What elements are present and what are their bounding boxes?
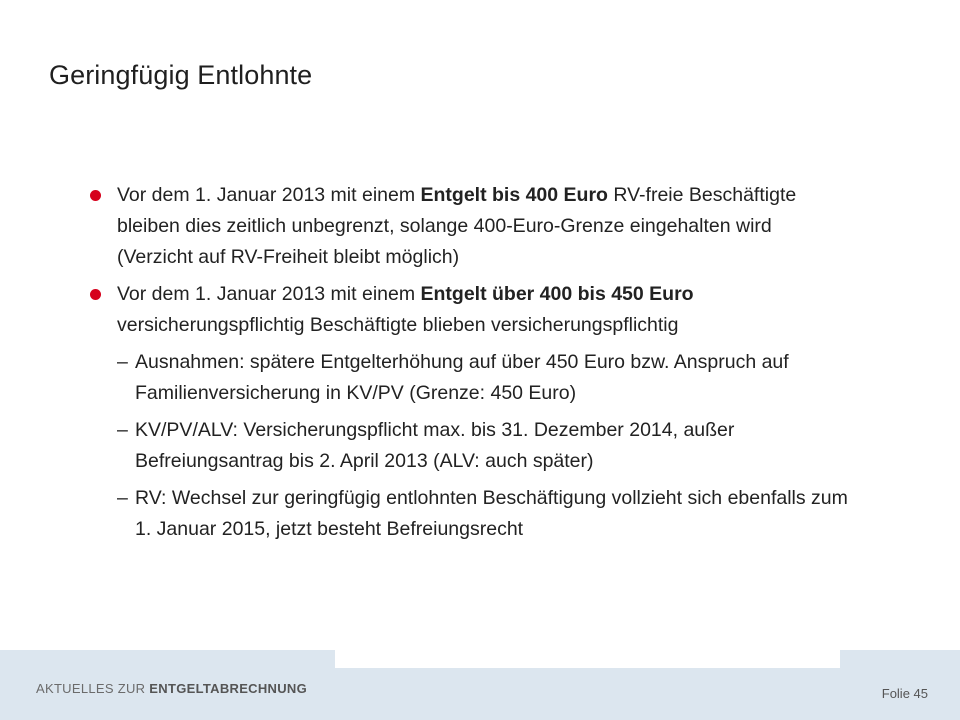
- bullet-text: [117, 180, 850, 273]
- bullet-text-bold: Entgelt über 400 bis 450 Euro: [420, 283, 694, 305]
- footer-brand-bold: ENTGELTABRECHNUNG: [149, 681, 308, 696]
- bullet-text-prefix: Vor dem 1. Januar 2013 mit einem: [117, 283, 421, 305]
- slide-number: Folie 45: [881, 686, 928, 701]
- sub-item: [90, 347, 850, 409]
- sub-item: [90, 415, 850, 477]
- sub-item-text: KV/PV/ALV: Versicherungspflicht max. bis 31. Dezember 2014, außer Befreiungsantrag bis 2. April 2013 (ALV: auch später): [135, 419, 735, 472]
- footer-brand-light: AKTUELLES ZUR: [36, 681, 150, 696]
- bullet-item: [90, 279, 850, 341]
- footer-cutout: [335, 650, 840, 668]
- bullet-dot-icon: [90, 289, 101, 300]
- sub-item: [90, 483, 850, 545]
- slide-content: [90, 180, 850, 545]
- bullet-text-suffix: versicherungspflichtig Beschäftigte blieben versicherungspflichtig: [117, 314, 679, 336]
- bullet-text-suffix: RV-freie Beschäftigte bleiben dies zeitlich unbegrenzt, solange 400-Euro-Grenze eingehalten wird (Verzicht auf RV-Freiheit bleibt möglich): [117, 184, 797, 268]
- slide-title: Geringfügig Entlohnte: [49, 60, 313, 90]
- bullet-text: [117, 279, 850, 341]
- bullet-text-prefix: Vor dem 1. Januar 2013 mit einem: [117, 184, 421, 206]
- footer-brand: [36, 681, 307, 696]
- bullet-dot-icon: [90, 190, 101, 201]
- dash-icon: –: [117, 419, 128, 441]
- sub-item-text: Ausnahmen: spätere Entgelterhöhung auf über 450 Euro bzw. Anspruch auf Familienversicherung in KV/PV (Grenze: 450 Euro): [135, 351, 789, 404]
- dash-icon: –: [117, 487, 128, 509]
- dash-icon: –: [117, 351, 128, 373]
- sub-item-text: RV: Wechsel zur geringfügig entlohnten Beschäftigung vollzieht sich ebenfalls zum 1. Januar 2015, jetzt besteht Befreiungsrecht: [135, 487, 848, 540]
- bullet-item: [90, 180, 850, 273]
- bullet-text-bold: Entgelt bis 400 Euro: [420, 184, 608, 206]
